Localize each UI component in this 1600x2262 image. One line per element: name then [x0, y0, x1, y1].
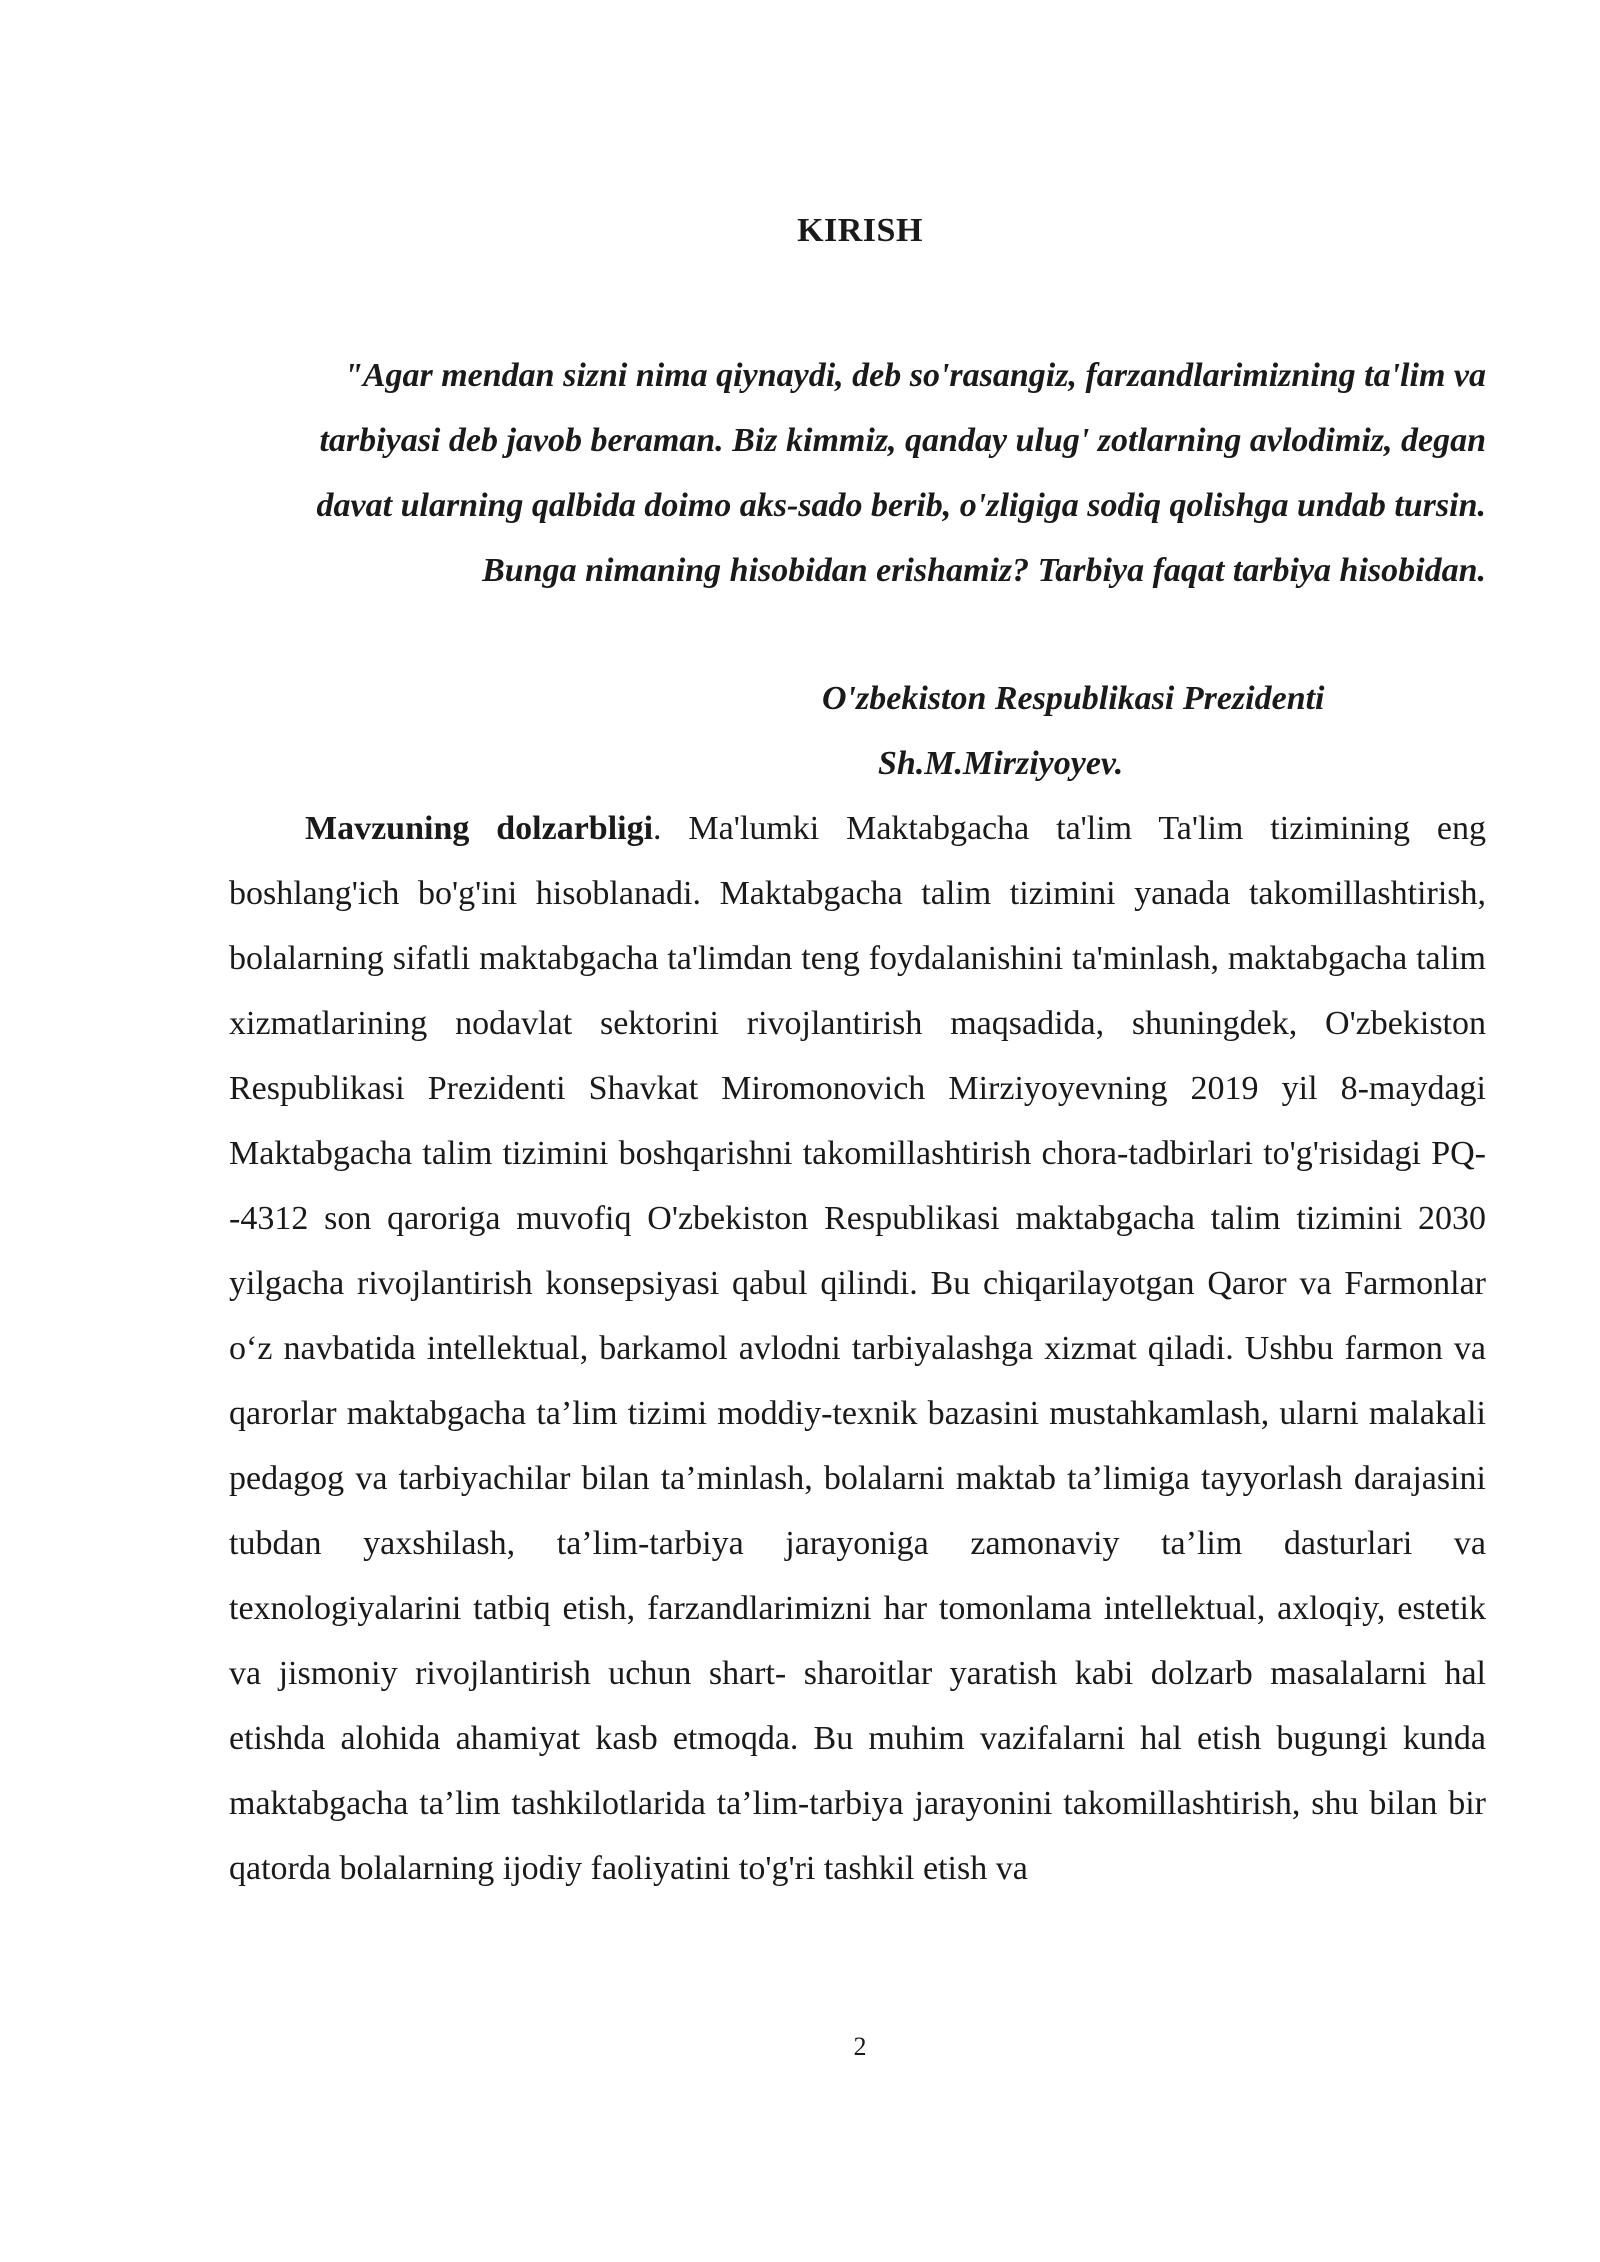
page-number: 2 [853, 2032, 867, 2061]
epigraph-attribution-name: Sh.M.Mirziyoyev. [878, 745, 1124, 782]
epigraph-quote: "Agar mendan sizni nima qiynaydi, deb so'rasangiz, farzandlarimizning ta'lim va tarbiyasi deb javob beraman. Biz kimmiz, qanday ulug' zotlarning avlodimiz, degan davat ularning qalbida doimo aks-sado berib, o'zligiga sodiq qolishga undab tursin. Bunga nimaning hisobidan erishamiz? Tarbiya faqat tarbiya hisobidan. [316, 357, 1486, 589]
page-title: KIRISH [797, 212, 923, 249]
section-lead: Mavzuning dolzarbligi [305, 810, 654, 847]
section-body: . Ma'lumki Maktabgacha ta'lim Ta'lim tizimining eng boshlang'ich bo'g'ini hisoblanadi. Maktabgacha talim tizimini yanada takomillashtirish, bolalarning sifatli maktabgacha ta'limdan teng foydalanishini ta'minlash, maktabgacha talim xizmatlarining nodavlat sektorini rivojlantirish maqsadida, shuningdek, O'zbekiston Respublikasi Prezidenti Shavkat Miromonovich Mirziyoyevning 2019 yil 8-maydagi Maktabgacha talim tizimini boshqarishni takomillashtirish chora-tadbirlari to'g'risidagi PQ--4312 son qaroriga muvofiq O'zbekiston Respublikasi maktabgacha talim tizimini 2030 yilgacha rivojlantirish konsepsiyasi qabul qilindi. Bu chiqarilayotgan Qaror va Farmonlar o‘z navbatida intellektual, barkamol avlodni tarbiyalashga xizmat qiladi. Ushbu farmon va qarorlar maktabgacha ta’lim tizimi moddiy-texnik bazasini mustahkamlash, ularni malakali pedagog va tarbiyachilar bilan ta’minlash, bolalarni maktab ta’limiga tayyorlash darajasini tubdan yaxshilash, ta’lim-tarbiya jarayoniga zamonaviy ta’lim dasturlari va texnologiyalarini tatbiq etish, farzandlarimizni har tomonlama intellektual, axloqiy, estetik va jismoniy rivojlantirish uchun shart- sharoitlar yaratish kabi dolzarb masalalarni hal etishda alohida ahamiyat kasb etmoqda. Bu muhim vazifalarni hal etish bugungi kunda maktabgacha ta’lim tashkilotlarida ta’lim-tarbiya jarayonini takomillashtirish, shu bilan bir qatorda bolalarning ijodiy faoliyatini to'g'ri tashkil etish va [229, 810, 1486, 1887]
epigraph-attribution-role: O'zbekiston Respublikasi Prezidenti [822, 680, 1325, 717]
body-paragraph [229, 796, 1486, 1901]
